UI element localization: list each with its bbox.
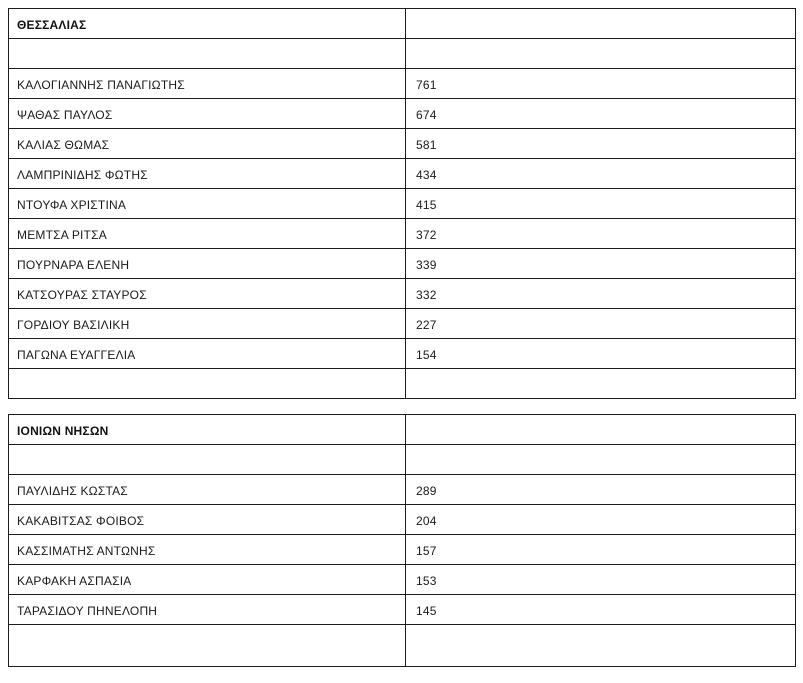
- table-row: [9, 69, 796, 99]
- table-row: [9, 219, 796, 249]
- table-row: [9, 189, 796, 219]
- table-row: [9, 279, 796, 309]
- person-name-cell: ΝΤΟΥΦΑ ΧΡΙΣΤΙΝΑ: [9, 189, 406, 219]
- vote-count-cell: 154: [406, 339, 796, 369]
- person-name-cell: ΛΑΜΠΡΙΝΙΔΗΣ ΦΩΤΗΣ: [9, 159, 406, 189]
- person-name-cell: ΚΑΡΦΑΚΗ ΑΣΠΑΣΙΑ: [9, 565, 406, 595]
- empty-row: [9, 369, 796, 399]
- vote-count-cell: 339: [406, 249, 796, 279]
- table-row: [9, 339, 796, 369]
- region-header-row: [9, 415, 796, 445]
- person-name-cell: ΚΑΛΙΑΣ ΘΩΜΑΣ: [9, 129, 406, 159]
- vote-count-cell: 153: [406, 565, 796, 595]
- empty-name-cell: [9, 445, 406, 475]
- empty-row: [9, 625, 796, 667]
- person-name-cell: ΚΑΛΟΓΙΑΝΝΗΣ ΠΑΝΑΓΙΩΤΗΣ: [9, 69, 406, 99]
- table-row: [9, 159, 796, 189]
- empty-name-cell: [9, 39, 406, 69]
- person-name-cell: ΚΑΤΣΟΥΡΑΣ ΣΤΑΥΡΟΣ: [9, 279, 406, 309]
- person-name-cell: ΨΑΘΑΣ ΠΑΥΛΟΣ: [9, 99, 406, 129]
- person-name-cell: ΠΑΓΩΝΑ ΕΥΑΓΓΕΛΙΑ: [9, 339, 406, 369]
- person-name-cell: ΠΑΥΛΙΔΗΣ ΚΩΣΤΑΣ: [9, 475, 406, 505]
- table-row: [9, 475, 796, 505]
- person-name-cell: ΚΑΚΑΒΙΤΣΑΣ ΦΟΙΒΟΣ: [9, 505, 406, 535]
- table-row: [9, 565, 796, 595]
- vote-count-cell: 415: [406, 189, 796, 219]
- region-table-thessalias: [8, 8, 796, 399]
- region-header-row: [9, 9, 796, 39]
- table-row: [9, 129, 796, 159]
- region-header-value-cell: [406, 9, 796, 39]
- vote-count-cell: 289: [406, 475, 796, 505]
- empty-value-cell: [406, 369, 796, 399]
- empty-value-cell: [406, 39, 796, 69]
- empty-name-cell: [9, 625, 406, 667]
- table-gap: [8, 399, 795, 414]
- vote-count-cell: 145: [406, 595, 796, 625]
- vote-count-cell: 581: [406, 129, 796, 159]
- empty-row: [9, 39, 796, 69]
- empty-value-cell: [406, 625, 796, 667]
- empty-name-cell: [9, 369, 406, 399]
- table-row: [9, 309, 796, 339]
- vote-count-cell: 157: [406, 535, 796, 565]
- table-row: [9, 99, 796, 129]
- person-name-cell: ΓΟΡΔΙΟΥ ΒΑΣΙΛΙΚΗ: [9, 309, 406, 339]
- region-title: ΙΟΝΙΩΝ ΝΗΣΩΝ: [9, 415, 406, 445]
- vote-count-cell: 204: [406, 505, 796, 535]
- vote-count-cell: 227: [406, 309, 796, 339]
- vote-count-cell: 332: [406, 279, 796, 309]
- vote-count-cell: 372: [406, 219, 796, 249]
- table-row: [9, 535, 796, 565]
- empty-value-cell: [406, 445, 796, 475]
- vote-count-cell: 674: [406, 99, 796, 129]
- person-name-cell: ΠΟΥΡΝΑΡΑ ΕΛΕΝΗ: [9, 249, 406, 279]
- table-row: [9, 595, 796, 625]
- document-page: [8, 8, 795, 667]
- vote-count-cell: 761: [406, 69, 796, 99]
- region-header-value-cell: [406, 415, 796, 445]
- person-name-cell: ΤΑΡΑΣΙΔΟΥ ΠΗΝΕΛΟΠΗ: [9, 595, 406, 625]
- vote-count-cell: 434: [406, 159, 796, 189]
- table-row: [9, 505, 796, 535]
- person-name-cell: ΜΕΜΤΣΑ ΡΙΤΣΑ: [9, 219, 406, 249]
- region-table-ionion-nison: [8, 414, 796, 667]
- person-name-cell: ΚΑΣΣΙΜΑΤΗΣ ΑΝΤΩΝΗΣ: [9, 535, 406, 565]
- empty-row: [9, 445, 796, 475]
- region-title: ΘΕΣΣΑΛΙΑΣ: [9, 9, 406, 39]
- table-row: [9, 249, 796, 279]
